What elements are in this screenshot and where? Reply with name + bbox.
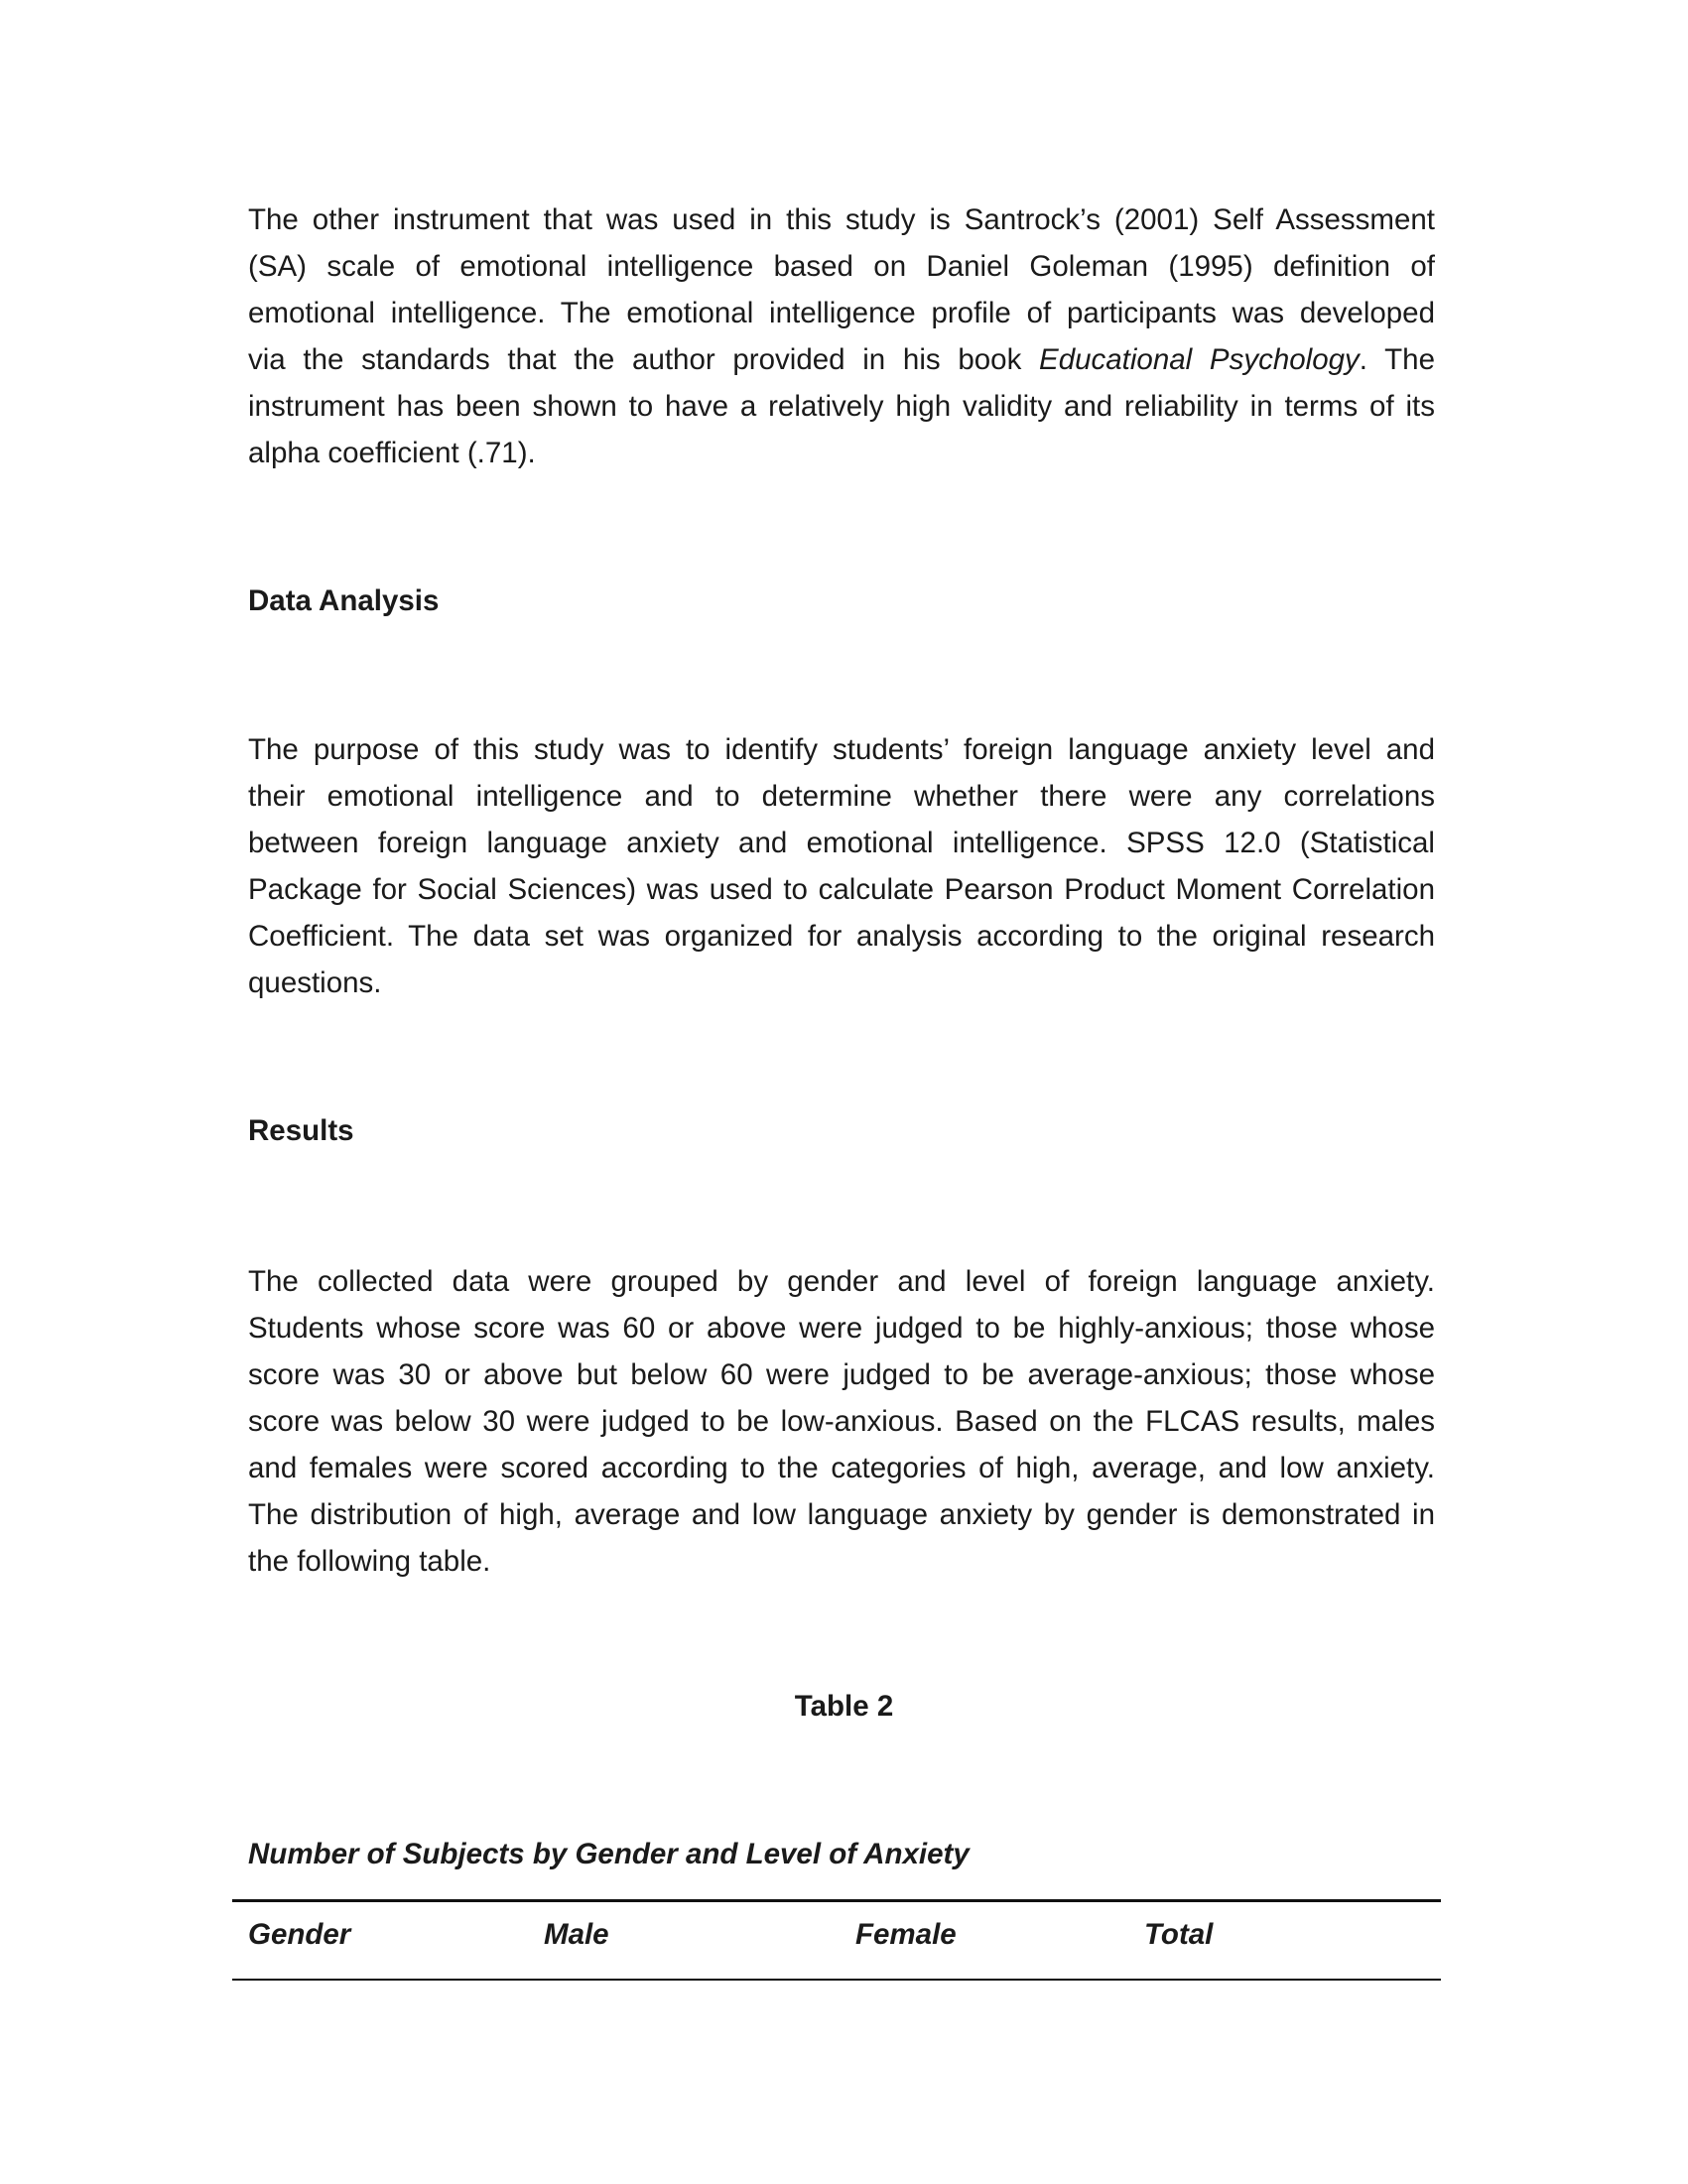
- paragraph-line: Package for Social Sciences) was used to calculate Pearson Product Moment Correlation: [248, 873, 1435, 906]
- paragraph-line: their emotional intelligence and to determine whether there were any correlations: [248, 780, 1435, 813]
- table-header-rule: [232, 1979, 1441, 1981]
- table-header-male: Male: [544, 1918, 609, 1951]
- line-text: . The: [1359, 343, 1435, 376]
- table-top-rule: [232, 1899, 1441, 1902]
- paragraph-line: Students whose score was 60 or above were judged to be highly-anxious; those whose: [248, 1312, 1435, 1345]
- table-caption: Number of Subjects by Gender and Level of Anxiety: [248, 1838, 970, 1870]
- paragraph-line: The other instrument that was used in this study is Santrock’s (2001) Self Assessment: [248, 203, 1435, 236]
- paragraph-line: between foreign language anxiety and emotional intelligence. SPSS 12.0 (Statistical: [248, 827, 1435, 859]
- paragraph-line: emotional intelligence. The emotional intelligence profile of participants was developed: [248, 297, 1435, 329]
- paragraph-line: Coefficient. The data set was organized for analysis according to the original research: [248, 920, 1435, 953]
- book-title: Educational Psychology: [1039, 343, 1360, 376]
- paragraph-line: The collected data were grouped by gender and level of foreign language anxiety.: [248, 1265, 1435, 1298]
- paragraph-line: score was 30 or above but below 60 were judged to be average-anxious; those whose: [248, 1358, 1435, 1391]
- paragraph-line: alpha coefficient (.71).: [248, 437, 536, 469]
- paragraph-line: score was below 30 were judged to be low-anxious. Based on the FLCAS results, males: [248, 1405, 1435, 1438]
- table-header-gender: Gender: [248, 1918, 351, 1951]
- paragraph-data-analysis: [248, 726, 1435, 1006]
- paragraph-line: instrument has been shown to have a relatively high validity and reliability in terms of its: [248, 390, 1435, 423]
- paragraph-line: (SA) scale of emotional intelligence based on Daniel Goleman (1995) definition of: [248, 250, 1435, 283]
- paragraph-results: [248, 1258, 1435, 1585]
- table-title: Table 2: [794, 1690, 894, 1723]
- paragraph-line-with-book-title: [248, 336, 1435, 383]
- section-heading-data-analysis: Data Analysis: [248, 584, 440, 617]
- paragraph-line: questions.: [248, 966, 382, 999]
- paragraph-instrument: [248, 196, 1435, 476]
- table-header-female: Female: [855, 1918, 957, 1951]
- paragraph-line: The distribution of high, average and low language anxiety by gender is demonstrated in: [248, 1498, 1435, 1531]
- paragraph-line: The purpose of this study was to identify students’ foreign language anxiety level and: [248, 733, 1435, 766]
- paragraph-line: and females were scored according to the categories of high, average, and low anxiety.: [248, 1452, 1435, 1484]
- paragraph-line: the following table.: [248, 1545, 491, 1578]
- section-heading-results: Results: [248, 1114, 354, 1147]
- line-text: via the standards that the author provided in his book: [248, 343, 1040, 376]
- table-header-total: Total: [1144, 1918, 1214, 1951]
